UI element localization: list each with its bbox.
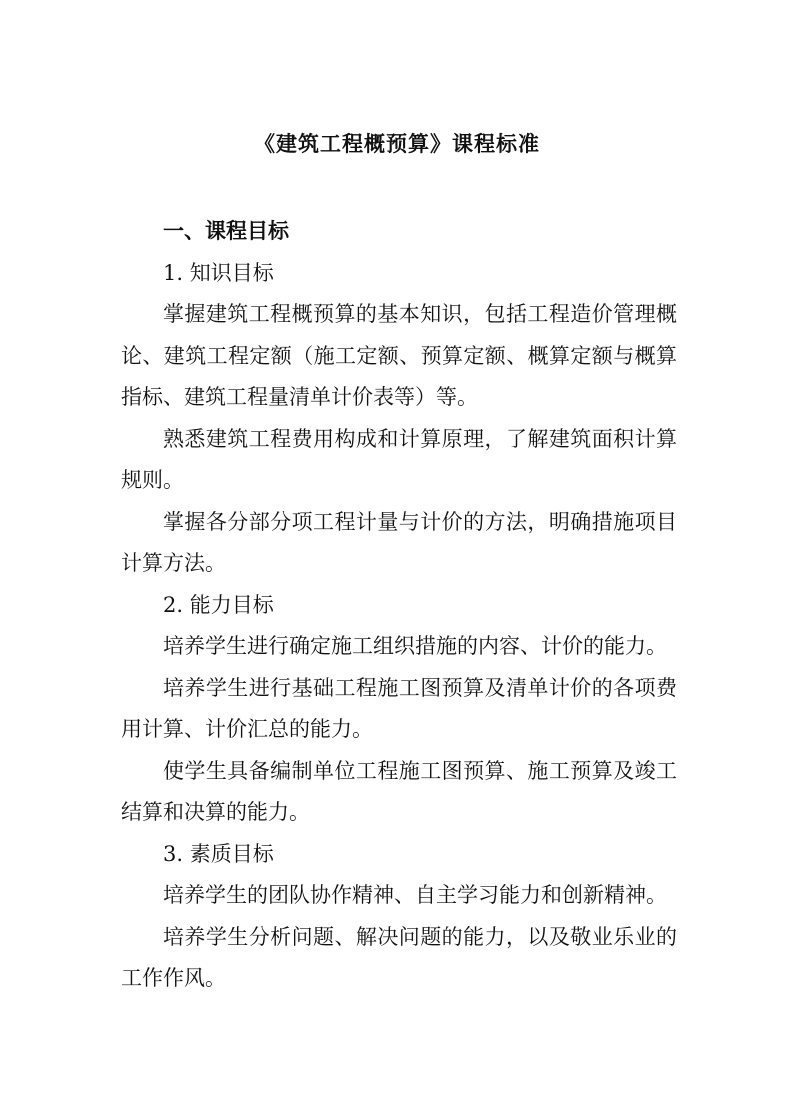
- paragraph: 掌握建筑工程概预算的基本知识，包括工程造价管理概论、建筑工程定额（施工定额、预算定额、概算定额与概算指标、建筑工程量清单计价表等）等。: [121, 302, 677, 409]
- subsection-heading-ability: 2. 能力目标: [163, 592, 274, 617]
- document-body: [121, 211, 677, 1000]
- subsection-heading-knowledge: 1. 知识目标: [163, 260, 274, 285]
- paragraph: 培养学生进行确定施工组织措施的内容、计价的能力。: [163, 634, 667, 658]
- paragraph: 培养学生进行基础工程施工图预算及清单计价的各项费用计算、计价汇总的能力。: [121, 675, 677, 741]
- paragraph: 培养学生的团队协作精神、自主学习能力和创新精神。: [163, 883, 667, 907]
- paragraph: 使学生具备编制单位工程施工图预算、施工预算及竣工结算和决算的能力。: [121, 758, 677, 824]
- paragraph: 熟悉建筑工程费用构成和计算原理，了解建筑面积计算规则。: [121, 426, 677, 492]
- subsection-heading-quality: 3. 素质目标: [163, 841, 274, 866]
- section-heading-course-objectives: 一、课程目标: [163, 219, 289, 243]
- paragraph: 培养学生分析问题、解决问题的能力，以及敬业乐业的工作作风。: [121, 924, 677, 990]
- paragraph: 掌握各分部分项工程计量与计价的方法，明确措施项目计算方法。: [121, 509, 677, 575]
- document-title: 《建筑工程概预算》课程标准: [254, 132, 540, 156]
